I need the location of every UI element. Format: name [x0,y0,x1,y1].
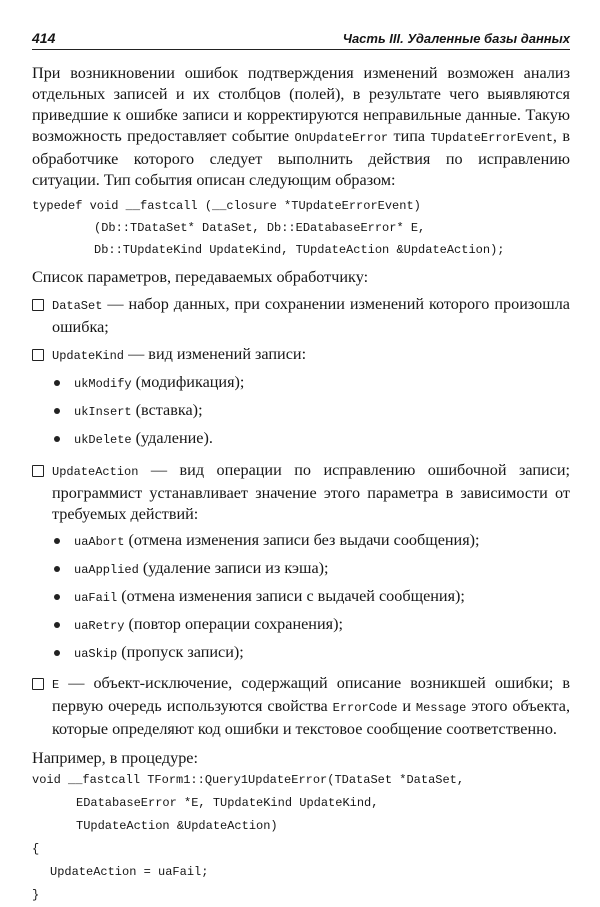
bullet-dot-icon [54,436,60,442]
param-dataset: DataSet — набор данных, при сохранении изменений которого произошла ошибка; [32,294,570,338]
document-page [32,30,570,907]
checkbox-bullet-icon [32,349,44,361]
updateaction-value: uaSkip (пропуск записи); [32,642,570,665]
params-heading: Список параметров, передаваемых обработчику: [32,268,369,286]
code-line: UpdateAction = uaFail; [50,865,209,879]
example-code-block [32,769,570,907]
page-header [32,30,570,50]
bullet-dot-icon [54,622,60,628]
updatekind-value: ukModify (модификация); [32,372,570,395]
inline-code: TUpdateErrorEvent [430,131,553,145]
code-line: Db::TUpdateKind UpdateKind, TUpdateAction &UpdateAction); [94,243,505,257]
code-line: typedef void __fastcall (__closure *TUpdateErrorEvent) [32,199,421,213]
updatekind-value: ukInsert (вставка); [32,400,570,423]
checkbox-bullet-icon [32,465,44,477]
checkbox-bullet-icon [32,678,44,690]
updateaction-value: uaApplied (удаление записи из кэша); [32,558,570,581]
page-number: 414 [32,30,56,46]
updateaction-value: uaFail (отмена изменения записи с выдачей сообщения); [32,586,570,609]
typedef-code-block [32,195,570,261]
updateaction-value: uaRetry (повтор операции сохранения); [32,614,570,637]
code-line: EDatabaseError *E, TUpdateKind UpdateKind, [76,796,379,810]
bullet-dot-icon [54,538,60,544]
example-heading: Например, в процедуре: [32,749,198,767]
code-line: } [32,888,40,902]
checkbox-bullet-icon [32,299,44,311]
code-line: TUpdateAction &UpdateAction) [76,819,278,833]
param-e: E — объект-исключение, содержащий описание возникшей ошибки; в первую очередь используются свойства ErrorCode и Message этого объекта, которые определяют код ошибки и текстовое сообщение соответственно. [32,673,570,740]
code-line: (Db::TDataSet* DataSet, Db::EDatabaseError* E, [94,221,426,235]
bullet-dot-icon [54,408,60,414]
intro-paragraph: При возникновении ошибок подтверждения изменений возможен анализ отдельных записей и их столбцов (полей), в результате чего выявляются приведшие к ошибке записи и корректируются неправильные данные. Такую возможность предоставляет событие OnUpdateError типа TUpdateErrorEvent, в обработчике которого следует выполнить действия по исправлению ситуации. Тип события описан следующим образом: [32,64,570,189]
updateaction-value: uaAbort (отмена изменения записи без выдачи сообщения); [32,530,570,553]
inline-code: OnUpdateError [294,131,389,145]
bullet-dot-icon [54,594,60,600]
code-line: void __fastcall TForm1::Query1UpdateError(TDataSet *DataSet, [32,773,465,787]
bullet-dot-icon [54,650,60,656]
updatekind-value: ukDelete (удаление). [32,428,570,451]
bullet-dot-icon [54,566,60,572]
code-line: { [32,842,40,856]
param-updatekind: UpdateKind — вид изменений записи: [32,344,570,367]
running-title: Часть III. Удаленные базы данных [342,31,570,46]
bullet-dot-icon [54,380,60,386]
param-updateaction: UpdateAction — вид операции по исправлению ошибочной записи; программист устанавливает значение этого параметра в зависимости от требуемых действий: [32,460,570,525]
